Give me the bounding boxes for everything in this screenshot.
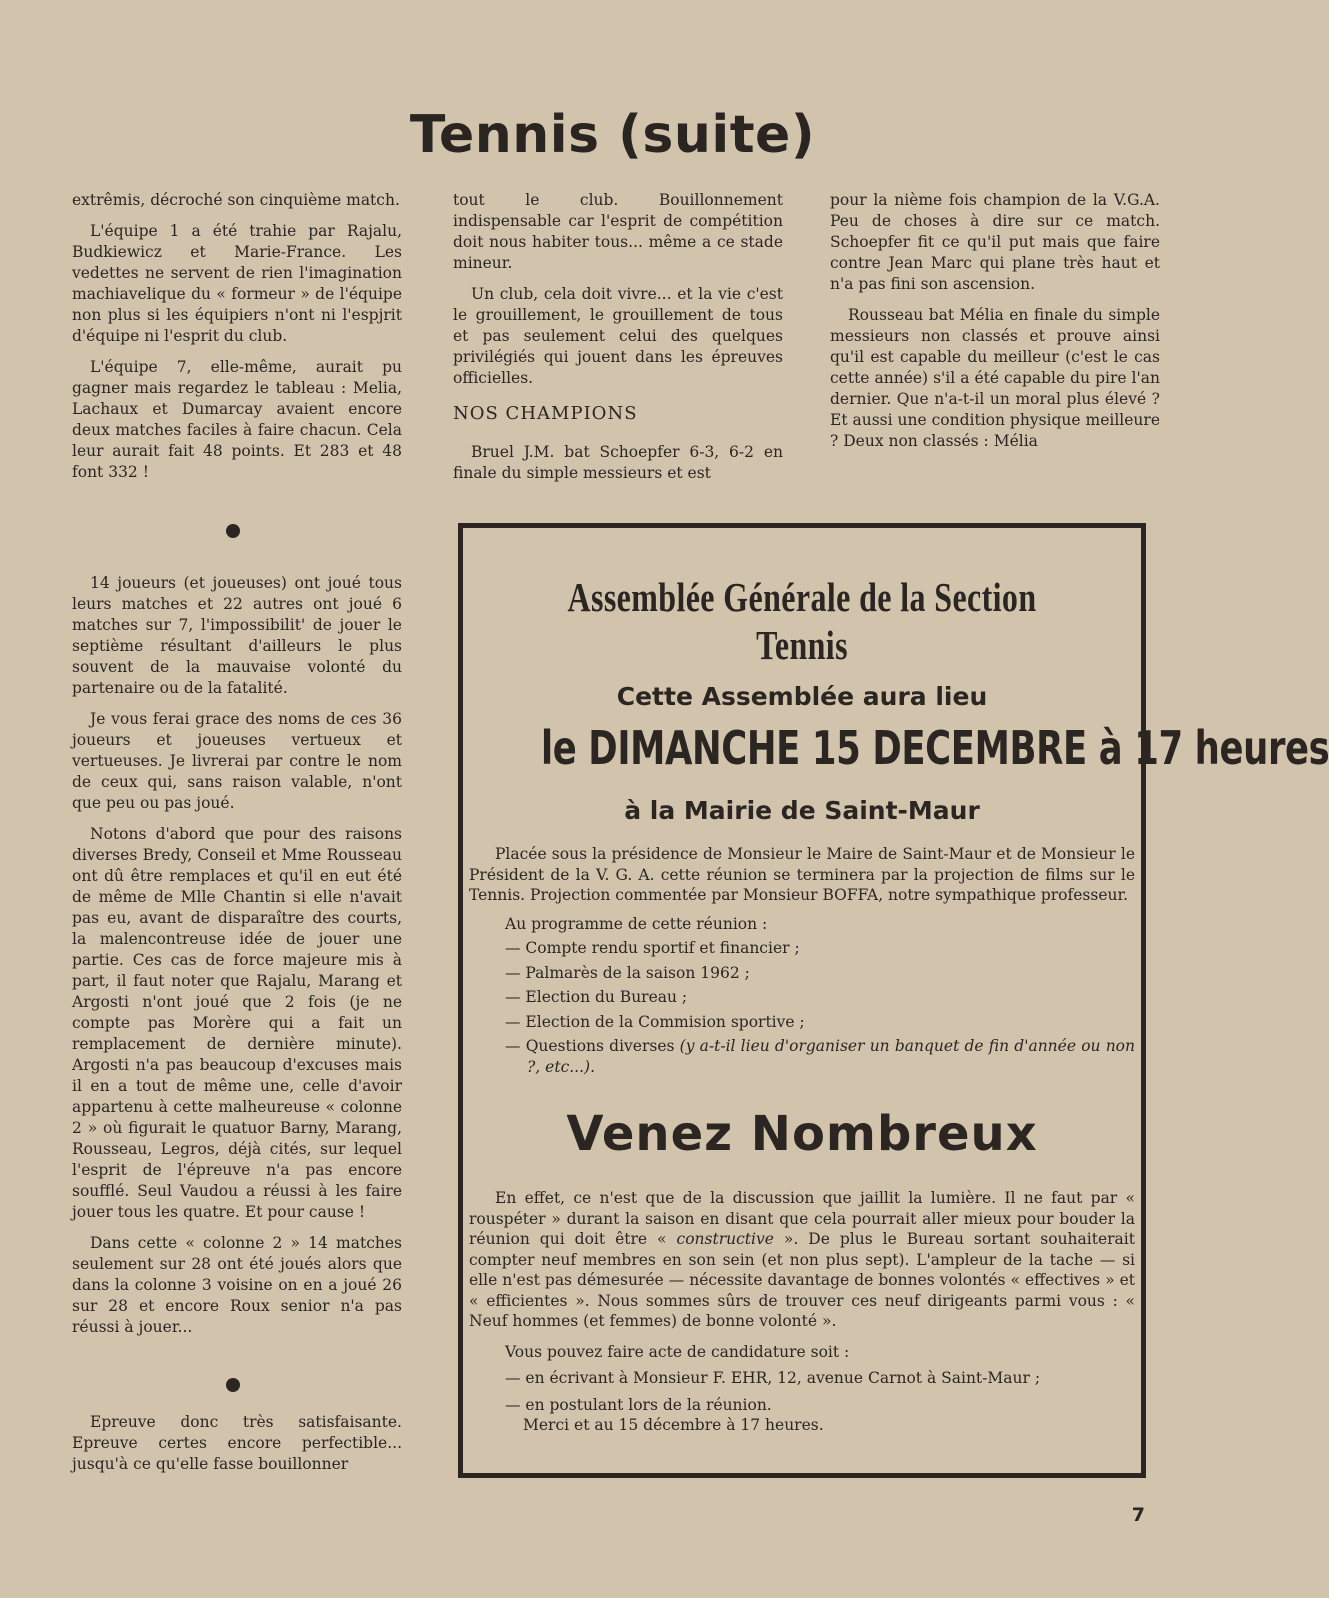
column-1-middle: [72, 573, 402, 1348]
announcement-heading: Assemblée Générale de la Section Tennis: [567, 574, 1037, 668]
announcement-intro: [469, 844, 1135, 1077]
announcement-location: à la Mairie de Saint-Maur: [624, 796, 980, 825]
paragraph: Placée sous la présidence de Monsieur le Maire de Saint-Maur et de Monsieur le Président de la V. G. A. cette réunion se terminera par la projection de films sur le Tennis. Projection commentée par Monsieur BOFFA, notre sympathique professeur.: [469, 845, 1135, 904]
paragraph: L'équipe 1 a été trahie par Rajalu, Budkiewicz et Marie-France. Les vedettes ne servent de rien l'imagination machiavelique du « formeur » de l'équipe non plus si les équipiers n'ont ni l'espjrit d'équipe ni l'esprit du club.: [72, 222, 402, 345]
paragraph: tout le club. Bouillonnement indispensable car l'esprit de compétition doit nous habiter tous... même a ce stade mineur.: [453, 191, 783, 272]
paragraph-text: ». De plus le Bureau sortant souhaiterait compter neuf membres en son sein (et non plus sept). L'ampleur de la tache — si elle n'est pas démesurée — nécessite davantage de bonnes volontés « effectives » et « efficientes ». Nous sommes sûrs de trouver ces neuf dirigeants parmi vous : « Neuf hommes (et femmes) de bonne volonté ».: [469, 1230, 1135, 1330]
announcement-box: [458, 523, 1329, 1478]
paragraph: extrêmis, décroché son cinquième match.: [72, 191, 400, 209]
column-1-top: [72, 190, 402, 493]
announcement-line: Cette Assemblée aura lieu: [616, 682, 988, 711]
program-item: — Palmarès de la saison 1962 ;: [505, 963, 750, 982]
paragraph: [469, 1188, 1135, 1332]
candidacy-item: — en postulant lors de la réunion.: [505, 1395, 772, 1414]
page-title: Tennis (suite): [409, 105, 816, 165]
paragraph: Rousseau bat Mélia en finale du simple messieurs non classés et prouve ainsi qu'il est capable du meilleur (c'est le cas cette année) s'il a été capable du pire l'an dernier. Que n'a-t-il un moral plus élevé ? Et aussi une condition physique meilleure ? Deux non classés : Mélia: [830, 306, 1160, 450]
closing-line: Merci et au 15 décembre à 17 heures.: [523, 1416, 824, 1434]
program-item-text: — Questions diverses: [505, 1037, 680, 1055]
section-bullet: [226, 524, 240, 538]
program-item: — Election de la Commision sportive ;: [505, 1012, 805, 1031]
paragraph: Un club, cela doit vivre... et la vie c'est le grouillement, le grouillement de tous et pas seulement celui des quelques privilégiés qui jouent dans les épreuves officielles.: [453, 285, 783, 387]
candidacy-label: Vous pouvez faire acte de candidature soit :: [505, 1342, 850, 1361]
paragraph: Notons d'abord que pour des raisons diverses Bredy, Conseil et Mme Rousseau ont dû être remplaces et qu'il en eut été de même de Mlle Chantin si elle n'avait pas eu, avant de disparaître des courts, la malencontreuse idée de jouer une partie. Ces cas de force majeure mis à part, il faut noter que Rajalu, Marang et Argosti n'ont joué que 2 fois (je ne compte pas Morère qui a fait un remplacement de dernière minute). Argosti n'a pas beaucoup d'excuses mais il en a tout de même une, celle d'avoir appartenu à cette malheureuse « colonne 2 » où figurait le quatuor Barny, Marang, Rousseau, Legros, déjà cités, sur lequel l'esprit de l'épreuve n'a pas encore soufflé. Seul Vaudou a réussi à les faire jouer tous les quatre. Et pour cause !: [72, 825, 402, 1221]
column-2: [453, 190, 783, 494]
column-3: [830, 190, 1160, 462]
paragraph: Bruel J.M. bat Schoepfer 6-3, 6-2 en finale du simple messieurs et est: [453, 443, 783, 482]
announcement-date: le DIMANCHE 15 DECEMBRE à 17 heures: [540, 721, 1329, 775]
section-bullet: [226, 1378, 240, 1392]
paragraph: Dans cette « colonne 2 » 14 matches seulement sur 28 ont été joués alors que dans la colonne 3 voisine on en a joué 26 sur 28 et encore Roux senior n'a pas réussi à jouer...: [72, 1234, 402, 1336]
column-1-bottom: [72, 1412, 402, 1485]
program-item: — Compte rendu sportif et financier ;: [505, 939, 800, 957]
page-number: 7: [1131, 1504, 1145, 1526]
paragraph-text: En effet, ce n'est que de la discussion que jaillit la lumière. Il ne faut par « rouspéter » durant la saison en disant que cela pourrait aller mieux pour bouder la réunion qui doit être «: [469, 1189, 1135, 1248]
paragraph: Je vous ferai grace des noms de ces 36 joueurs et joueuses vertueux et vertueuses. Je livrerai par contre le nom de ceux qui, sans raison valable, n'ont que peu ou pas joué.: [72, 710, 402, 812]
paragraph-italic: constructive: [676, 1230, 774, 1248]
paragraph: L'équipe 7, elle-même, aurait pu gagner mais regardez le tableau : Melia, Lachaux et Dumarcay avaient encore deux matches faciles à faire chacun. Cela leur aurait fait 48 points. Et 283 et 48 font 332 !: [72, 358, 402, 481]
candidacy-item: — en écrivant à Monsieur F. EHR, 12, avenue Carnot à Saint-Maur ;: [505, 1369, 1041, 1387]
paragraph: 14 joueurs (et joueuses) ont joué tous leurs matches et 22 autres ont joué 6 matches sur 7, l'impossibilit' de jouer le septième résultant d'ailleurs le plus souvent de la mauvaise volonté du partenaire ou de la fatalité.: [72, 574, 402, 697]
program-item: — Election du Bureau ;: [505, 988, 688, 1006]
program-item: [505, 1036, 1135, 1077]
program-label: Au programme de cette réunion :: [505, 914, 768, 933]
paragraph: pour la nième fois champion de la V.G.A. Peu de choses à dire sur ce match. Schoepfer fit ce qu'il put mais que faire contre Jean Marc qui plane très haut et n'a pas fini son ascension.: [830, 191, 1160, 293]
slogan: Venez Nombreux: [566, 1106, 1038, 1162]
announcement-body: [469, 1188, 1135, 1436]
paragraph: Epreuve donc très satisfaisante. Epreuve certes encore perfectible... jusqu'à ce qu'elle fasse bouillonner: [72, 1413, 402, 1473]
program-item-italic: (y a-t-il lieu d'organiser un banquet de fin d'année ou non ?, etc...).: [527, 1037, 1135, 1076]
section-heading: NOS CHAMPIONS: [453, 403, 638, 424]
